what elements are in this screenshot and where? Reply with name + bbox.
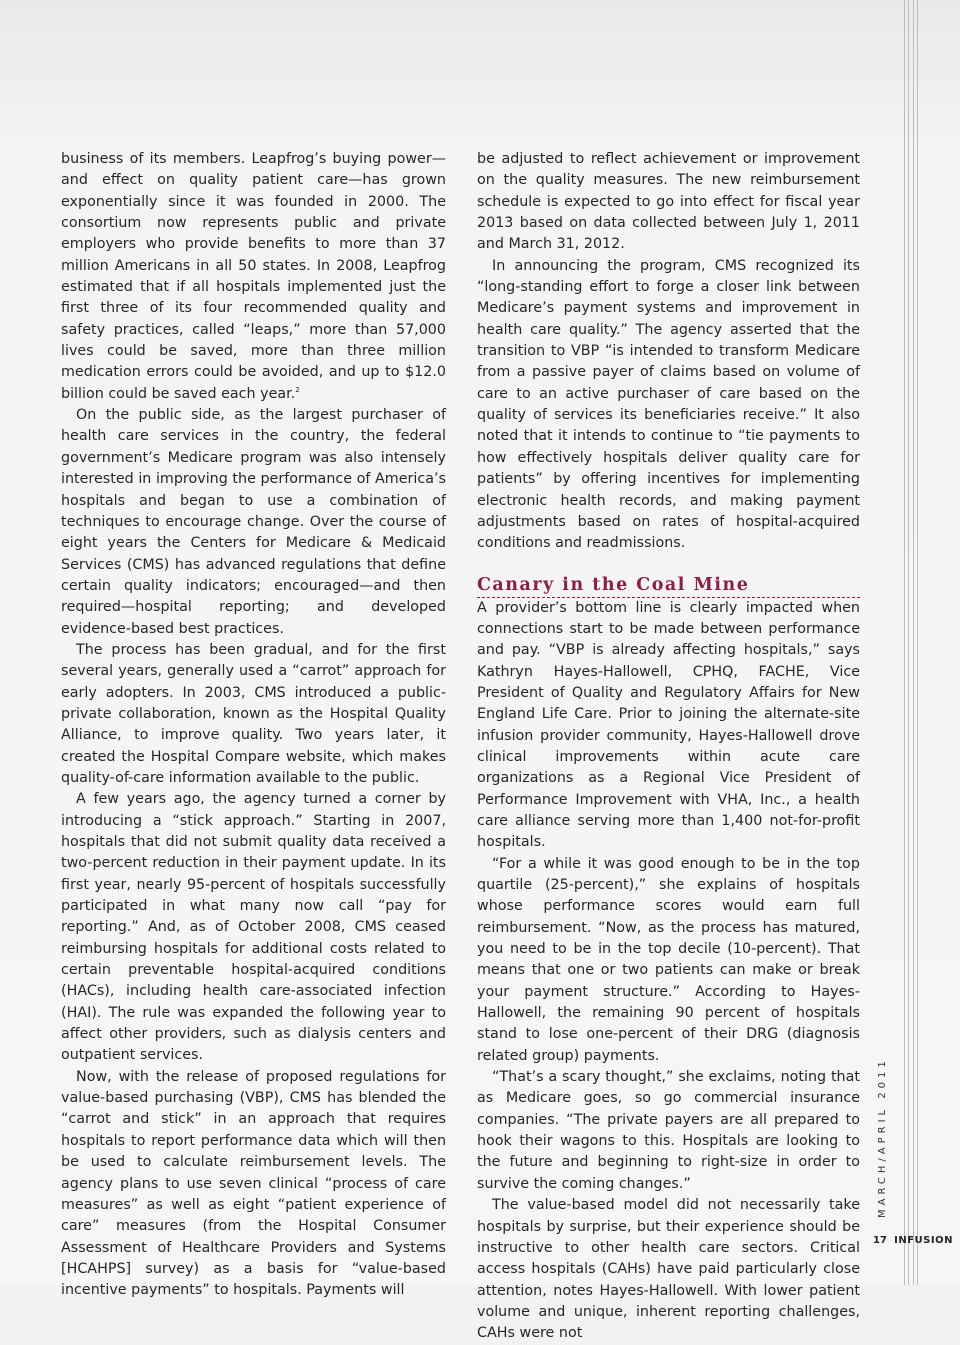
page-footer xyxy=(873,1235,953,1246)
paragraph: Now, with the release of proposed regulations for value-based purchasing (VBP), CMS has blended the “carrot and stick” in an approach that requires hospitals to report performance data which will then be used to calculate reimbursement levels. The agency plans to use seven clinical “process of care measures” as well as eight “patient experience of care” measures (from the Hospital Consumer Assessment of Healthcare Providers and Systems [HCAHPS] survey) as a basis for “value-based incentive payments” to hospitals. Payments will xyxy=(61,1068,446,1299)
paragraph: On the public side, as the largest purchaser of health care services in the country, the federal government’s Medicare program was also intensely interested in improving the performance of America’s hospitals and began to use a combination of techniques to encourage change. Over the course of eight years the Centers for Medicare & Medicaid Services (CMS) has advanced regulations that define certain quality indicators; encouraged—and then required—hospital reporting; and developed evidence-based best practices. xyxy=(61,407,446,637)
paragraph xyxy=(61,149,446,405)
rule-line xyxy=(913,0,914,1285)
paragraph: “For a while it was good enough to be in the top quartile (25-percent),” she explains of hospitals whose performance scores would earn full reimbursement. “Now, as the process has matured, you need to be in the top decile (10-percent). That means that one or two patients can make or break your payment structure.” According to Hayes-Hallowell, the remaining 90 percent of hospitals stand to lose one-percent of their DRG (diagnosis related group) payments. xyxy=(477,855,860,1064)
paragraph: be adjusted to reflect achievement or improvement on the quality measures. The new reimbursement schedule is expected to go into effect for fiscal year 2013 based on data collected between July 1, 2011 and March 31, 2012. xyxy=(477,151,860,253)
paragraph: A few years ago, the agency turned a corner by introducing a “stick approach.” Starting in 2007, hospitals that did not submit quality data received a two-percent reduction in their payment update. In its first year, nearly 95-percent of hospitals successfully participated in what many now call “pay for reporting.” And, as of October 2008, CMS ceased reimbursing hospitals for additional costs related to certain preventable hospital-acquired conditions (HACs), including health care-associated infection (HAI). The rule was expanded the following year to affect other providers, such as dialysis centers and outpatient services. xyxy=(61,791,446,1064)
paragraph: A provider’s bottom line is clearly impacted when connections start to be made between performance and pay. “VBP is already affecting hospitals,” says Kathryn Hayes-Hallowell, CPHQ, FACHE, Vice President of Quality and Regulatory Affairs for New England Life Care. Prior to joining the alternate-site infusion provider community, Hayes-Hallowell drove clinical improvements within acute care organizations as a Regional Vice President of Performance Improvement with VHA, Inc., a health care alliance serving more than 1,400 not-for-profit hospitals. xyxy=(477,599,860,851)
paragraph: “That’s a scary thought,” she exclaims, noting that as Medicare goes, so go commercial insurance companies. “The private payers are all prepared to hook their wagons to this. Hospitals are looking to the future and beginning to right-size in order to survive the coming changes.” xyxy=(477,1069,860,1192)
issue-date: MARCH/APRIL 2011 xyxy=(877,1057,888,1218)
paragraph: In announcing the program, CMS recognized its “long-standing effort to forge a closer link between Medicare’s payment systems and improvement in health care quality.” The agency asserted that the transition to VBP “is intended to transform Medicare from a passive payer of claims based on volume of care to an active purchaser of care based on the quality of services its beneficiaries receive.” It also noted that it intends to continue to “tie payments to how effectively hospitals deliver quality care for patients” by offering incentives for implementing electronic health records, and making payment adjustments based on rates of hospital-acquired conditions and readmissions. xyxy=(477,257,860,552)
rule-line xyxy=(908,0,909,1285)
page-number: 17 xyxy=(873,1235,887,1246)
article-column-left xyxy=(61,149,446,1302)
paragraph-text: business of its members. Leapfrog’s buying power—and effect on quality patient care—has grown exponentially since it was founded in 2000. The consortium now represents public and private employers who provide benefits to more than 37 million Americans in all 50 states. In 2008, Leapfrog estimated that if all hospitals implemented just the first three of its four recommended quality and safety practices, called “leaps,” more than 57,000 lives could be saved, more than three million medication errors could be avoided, and up to $12.0 billion could be saved each year. xyxy=(61,151,446,402)
magazine-brand: INFUSION xyxy=(894,1235,953,1246)
footnote-marker: 2 xyxy=(295,386,300,395)
section-heading: Canary in the Coal Mine xyxy=(477,575,860,598)
rule-line xyxy=(904,0,905,1285)
rule-line xyxy=(917,0,918,1285)
decorative-vertical-rules xyxy=(904,0,918,1285)
paragraph: The process has been gradual, and for the first several years, generally used a “carrot” approach for early adopters. In 2003, CMS introduced a public-private collaboration, known as the Hospital Quality Alliance, to improve quality. Two years later, it created the Hospital Compare website, which makes quality-of-care information available to the public. xyxy=(61,641,446,786)
article-column-right xyxy=(477,149,860,1345)
paragraph: The value-based model did not necessarily take hospitals by surprise, but their experience should be instructive to other health care sectors. Critical access hospitals (CAHs) have paid particularly close attention, notes Hayes-Hallowell. With lower patient volume and unique, inherent reporting challenges, CAHs were not xyxy=(477,1197,860,1342)
